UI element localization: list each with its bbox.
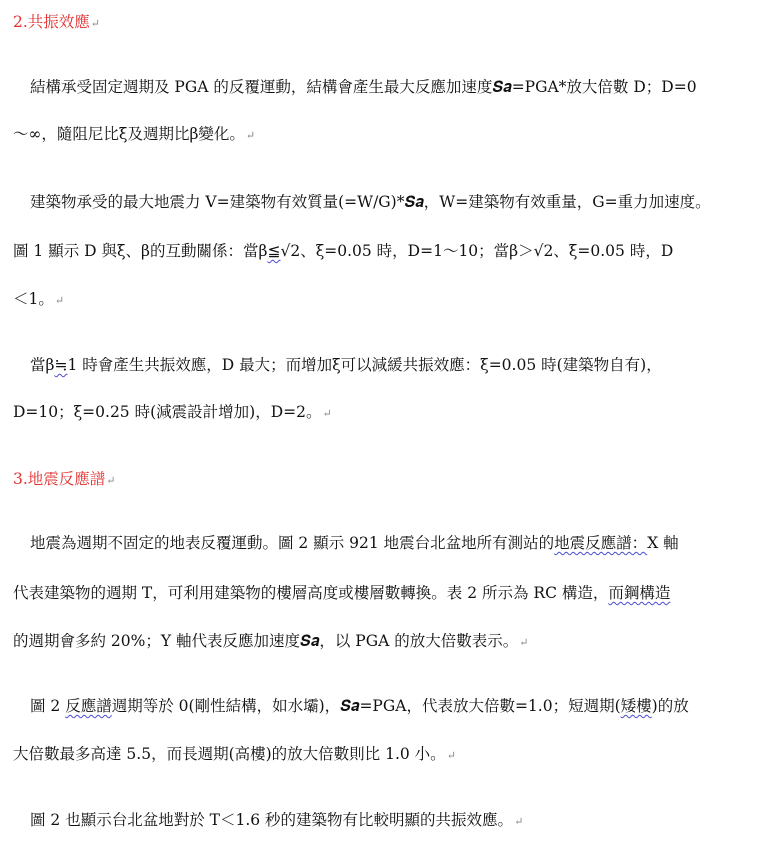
return-mark-icon: ↵ [514,815,524,828]
section3-title: 3.地震反應譜 [13,470,106,488]
paragraph-line [0,583,780,603]
paragraph-line [0,402,780,424]
section2-title: 2.共振效應 [13,13,90,31]
p5-line2: 大倍數最多高達 5.5，而長週期(高樓)的放大倍數則比 1.0 小。 [13,745,446,763]
p5-line1-wavy: 反應譜 [65,697,112,715]
return-mark-icon: ↵ [519,636,529,649]
paragraph-line [0,696,780,716]
p4-line1-pre: 地震為週期不固定的地表反覆運動。圖 2 顯示 921 地震台北盆地所有測站的 [30,534,555,552]
section-heading [13,469,116,491]
p5-line1-post: )的放 [651,697,689,715]
p4-line1-wavy: 地震反應譜： [554,534,648,552]
return-mark-icon: ↵ [245,129,256,142]
p4-line2-wavy: 而鋼構造 [608,584,671,602]
p1-line2: ～∞，隨阻尼比ξ及週期比β變化。 [13,125,245,143]
paragraph-line [0,192,780,212]
paragraph-line [0,77,780,97]
p5-line1-pre: 圖 2 [30,697,66,715]
p2-line2-post: √2、ξ=0.05 時，D=1～10；當β＞√2、ξ=0.05 時，D [280,242,674,260]
p1-line1: 結構承受固定週期及 PGA 的反覆運動，結構會產生最大反應加速度𝑺𝒂=PGA*放大倍數 D；D=0 [30,78,697,96]
paragraph-line [0,631,780,653]
paragraph-line [0,744,780,766]
paragraph-line [0,289,780,311]
p3-approx-symbol: ≒ [54,356,68,374]
p4-line3: 的週期會多約 20%；Y 軸代表反應加速度𝑺𝒂，以 PGA 的放大倍數表示。 [13,632,519,650]
p5-line1-wavy2: 矮樓 [620,697,652,715]
return-mark-icon: ↵ [54,294,65,307]
paragraph-line [0,533,780,553]
paragraph-line [0,355,780,375]
p2-line3: ＜1。 [13,290,54,308]
p4-line2-pre: 代表建築物的週期 T，可利用建築物的樓層高度或樓層數轉換。表 2 所示為 RC 構造， [13,584,609,602]
p3-line1-post: 1 時會產生共振效應，D 最大；而增加ξ可以減緩共振效應：ξ=0.05 時(建築物自有)， [67,356,662,374]
return-mark-icon: ↵ [106,474,116,487]
p6-line1: 圖 2 也顯示台北盆地對於 T＜1.6 秒的建築物有比較明顯的共振效應。 [30,811,514,829]
p3-line1-pre: 當β [30,356,55,374]
p5-line1-mid: 週期等於 0(剛性結構，如水壩)，𝑺𝒂=PGA，代表放大倍數=1.0；短週期( [111,697,621,715]
section-heading [13,12,100,34]
paragraph-line [0,124,780,146]
p3-line2: D=10；ξ=0.25 時(減震設計增加)，D=2。 [13,403,322,421]
p2-line1: 建築物承受的最大地震力 V=建築物有效質量(=W/G)*𝑺𝒂，W=建築物有效重量，G=重力加速度。 [30,193,711,211]
return-mark-icon: ↵ [90,17,101,30]
p2-line2-pre: 圖 1 顯示 D 與ξ、β的互動關係：當β [13,242,268,260]
return-mark-icon: ↵ [322,407,332,420]
return-mark-icon: ↵ [446,749,456,762]
p4-line1-post: X 軸 [647,534,679,552]
paragraph-line [0,810,780,832]
paragraph-line [0,241,780,261]
p2-leq-symbol: ≦ [267,242,281,260]
